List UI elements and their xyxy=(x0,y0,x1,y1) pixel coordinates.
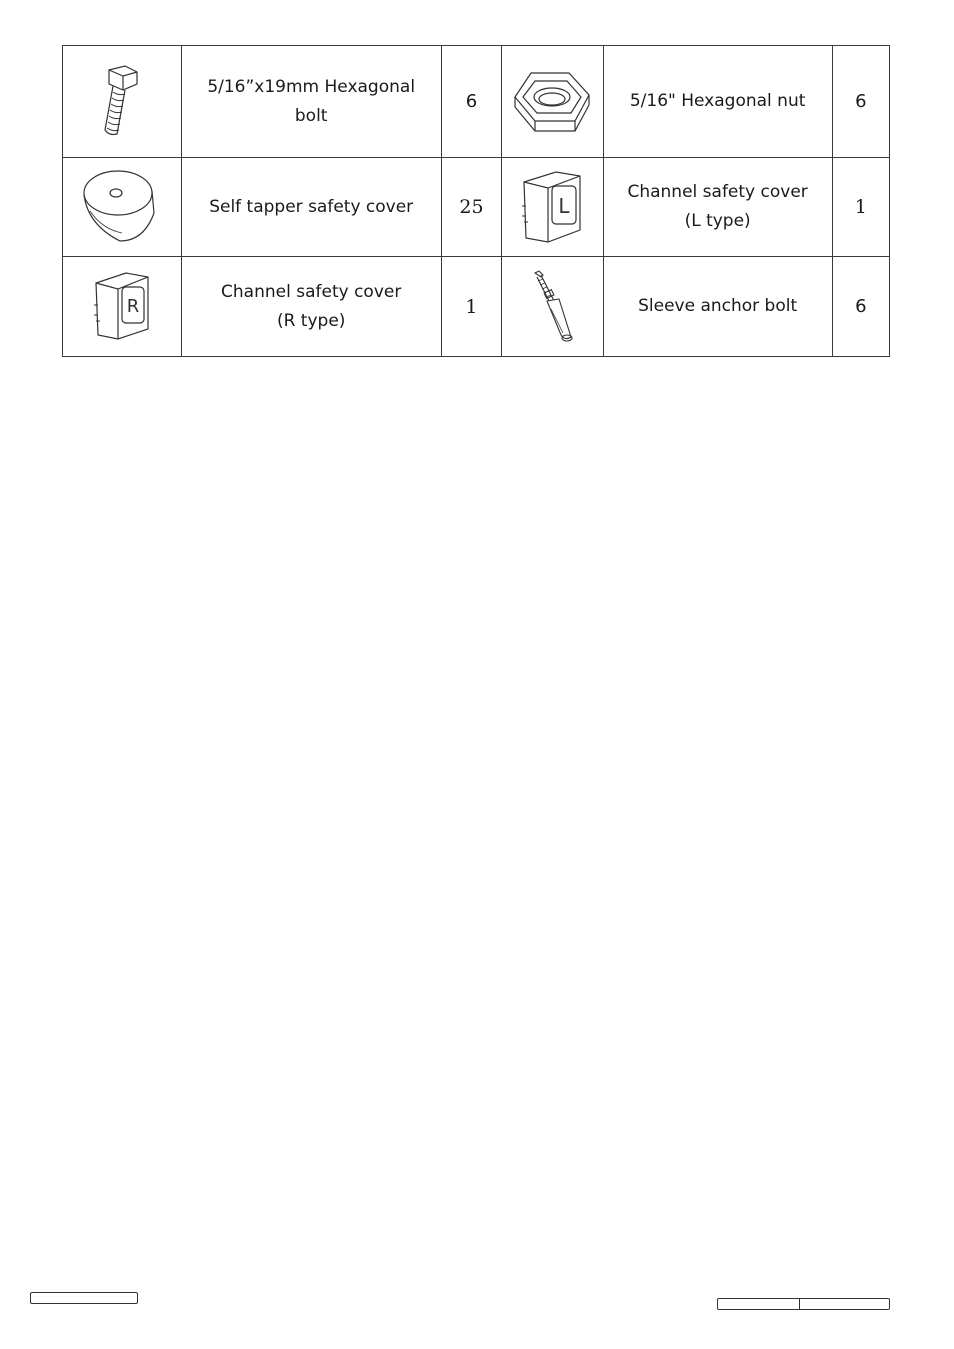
part-quantity: 25 xyxy=(441,158,501,257)
part-quantity: 1 xyxy=(441,257,501,357)
hex-bolt-icon xyxy=(63,46,182,158)
part-description: 5/16" Hexagonal nut xyxy=(603,46,832,158)
channel-cover-l-icon xyxy=(502,158,603,257)
channel-cover-r-icon xyxy=(63,257,182,357)
hex-nut-icon xyxy=(502,46,603,158)
footer-box-right xyxy=(717,1298,890,1310)
svg-text:L: L xyxy=(558,194,570,218)
part-description: 5/16”x19mm Hexagonal bolt xyxy=(181,46,441,158)
table-row xyxy=(63,257,890,357)
table-row xyxy=(63,46,890,158)
part-description: Channel safety cover (R type) xyxy=(181,257,441,357)
part-quantity: 6 xyxy=(832,46,889,158)
part-quantity: 6 xyxy=(441,46,501,158)
part-description: Channel safety cover (L type) xyxy=(603,158,832,257)
sleeve-anchor-bolt-icon xyxy=(502,257,603,357)
parts-table xyxy=(62,45,890,357)
footer-box-left xyxy=(30,1292,138,1304)
part-description: Sleeve anchor bolt xyxy=(603,257,832,357)
footer-box-divider xyxy=(799,1299,800,1309)
part-description: Self tapper safety cover xyxy=(181,158,441,257)
self-tapper-cover-icon xyxy=(63,158,182,257)
part-quantity: 1 xyxy=(832,158,889,257)
part-quantity: 6 xyxy=(832,257,889,357)
table-row xyxy=(63,158,890,257)
svg-text:R: R xyxy=(126,295,140,317)
